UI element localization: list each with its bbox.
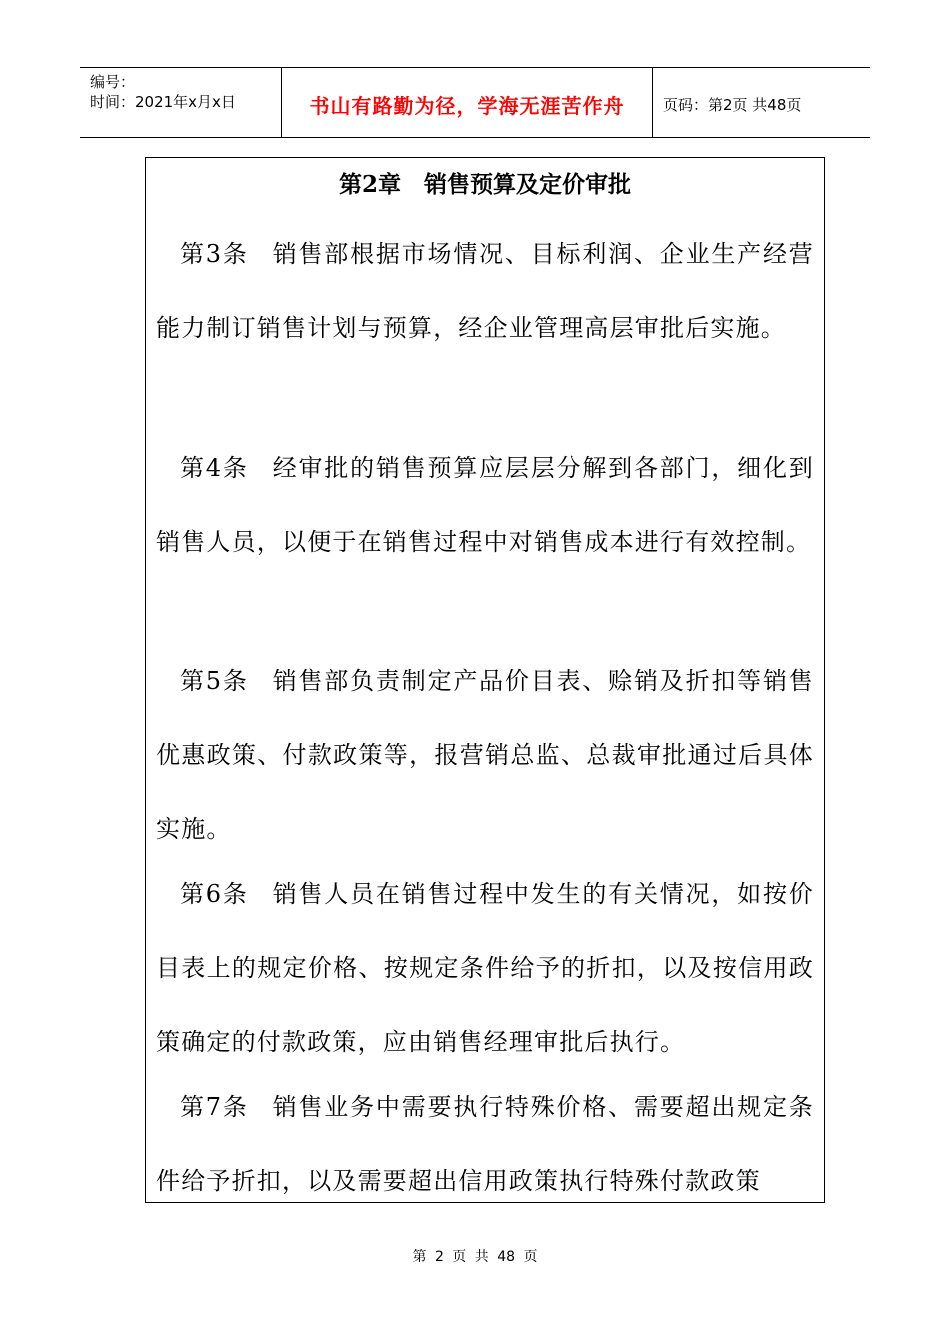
- article-number: 第7条: [180, 1093, 249, 1121]
- header-meta-cell: [80, 68, 282, 137]
- article-number: 第4条: [180, 454, 249, 482]
- content-frame: [145, 157, 825, 1203]
- motto-text: 书山有路勤为径，学海无涯苦作舟: [309, 94, 625, 118]
- article-text: 销售人员在销售过程中发生的有关情况，如按价目表上的规定价格、按规定条件给予的折扣，以及按信用政策确定的付款政策，应由销售经理审批后执行。: [156, 880, 814, 1056]
- article-text: 销售部负责制定产品价目表、赊销及折扣等销售优惠政策、付款政策等，报营销总监、总裁审批通过后具体实施。: [156, 667, 814, 843]
- footer-page-number: 第 2 页 共 48 页: [412, 1249, 538, 1265]
- article-6: [156, 857, 814, 1079]
- article-text: 销售业务中需要执行特殊价格、需要超出规定条件给予折扣，以及需要超出信用政策执行特殊付款政策: [156, 1093, 814, 1195]
- article-7: [156, 1070, 814, 1203]
- document-header: [80, 67, 870, 138]
- article-text: 经审批的销售预算应层层分解到各部门，细化到销售人员，以便于在销售过程中对销售成本进行有效控制。: [156, 454, 814, 556]
- article-number: 第3条: [180, 240, 249, 268]
- article-text: 销售部根据市场情况、目标利润、企业生产经营能力制订销售计划与预算，经企业管理高层审批后实施。: [156, 240, 814, 342]
- header-motto-cell: [282, 68, 653, 137]
- article-number: 第5条: [180, 667, 249, 695]
- article-number: 第6条: [180, 880, 249, 908]
- date-label: 时间：2021年x月x日: [90, 93, 236, 111]
- article-4: [156, 431, 814, 579]
- header-page-cell: [653, 68, 870, 137]
- page-footer: [0, 1246, 950, 1266]
- article-5: [156, 644, 814, 866]
- article-3: [156, 217, 814, 365]
- serial-number-label: 编号：: [90, 73, 136, 91]
- chapter-title: 第2章 销售预算及定价审批: [338, 171, 631, 198]
- header-page-info: 页码：第2页 共48页: [663, 96, 802, 114]
